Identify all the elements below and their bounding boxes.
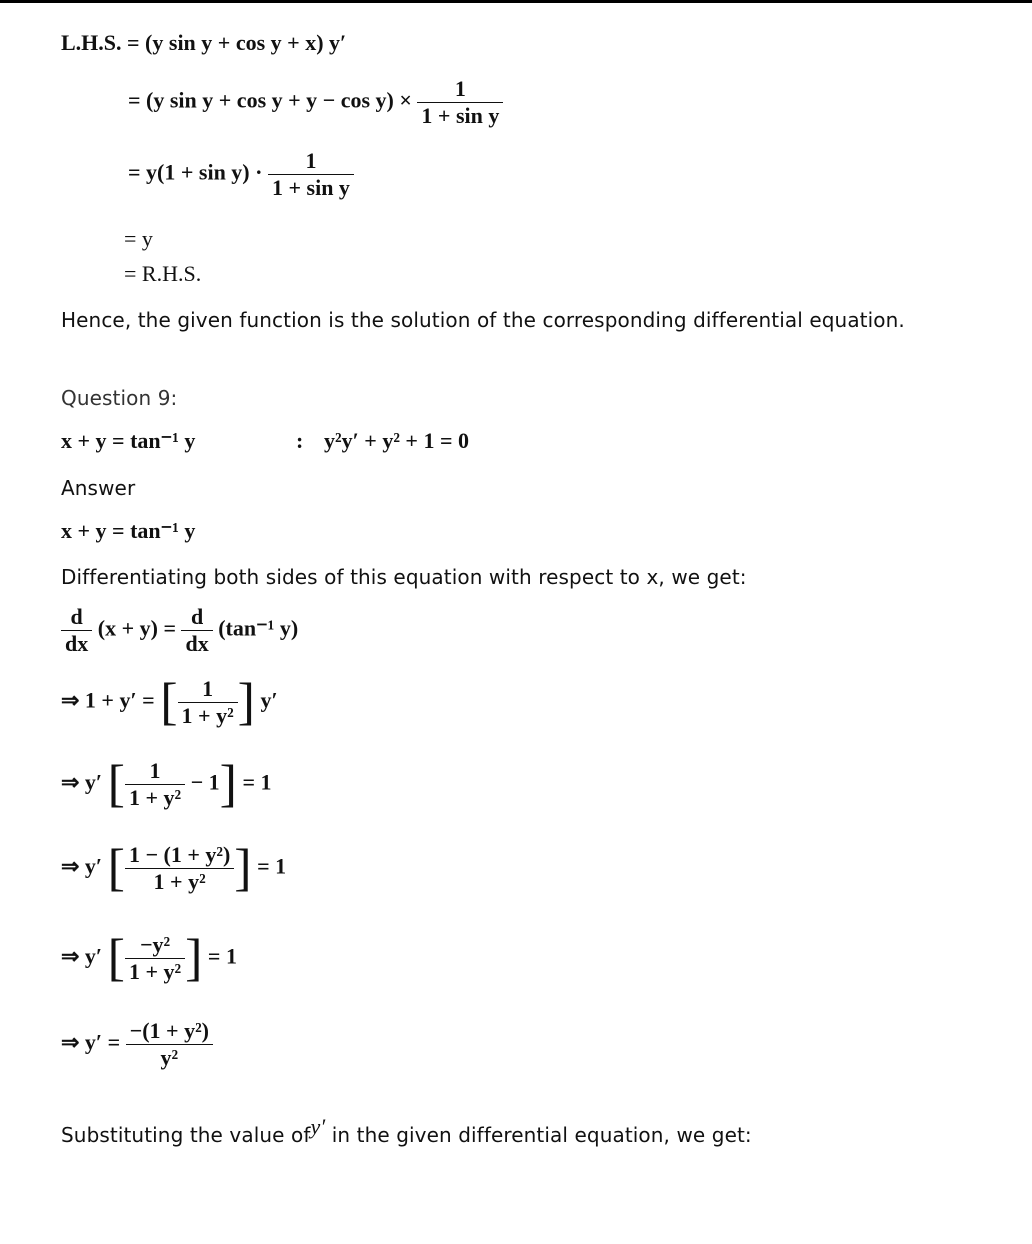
derivative-operator-left bbox=[61, 604, 92, 657]
step-4 bbox=[61, 839, 287, 897]
step-2-fraction bbox=[178, 676, 238, 729]
substitution-before: Substituting the value of bbox=[61, 1123, 311, 1147]
lhs-line: L.H.S. = (y sin y + cos y + x) y′ bbox=[61, 30, 347, 55]
d-numerator: d bbox=[190, 604, 204, 629]
fraction-denominator: 1 + y² bbox=[125, 868, 234, 895]
right-bracket: ] bbox=[219, 755, 237, 813]
question-function: x + y = tan⁻¹ y bbox=[61, 428, 196, 453]
step-3-left: ⇒ y′ bbox=[61, 769, 103, 795]
substitution-text bbox=[61, 1114, 752, 1148]
left-bracket: [ bbox=[107, 839, 125, 897]
step-5-right: = 1 bbox=[207, 943, 237, 969]
conclusion-text: Hence, the given function is the solution of the corresponding differential equation. bbox=[61, 308, 905, 332]
fraction-denominator: 1 + y² bbox=[178, 702, 238, 729]
fraction-numerator: 1 bbox=[202, 676, 214, 701]
fraction-numerator: −(1 + y²) bbox=[129, 1018, 209, 1043]
proof-line-3 bbox=[128, 148, 354, 201]
right-bracket: ] bbox=[234, 839, 252, 897]
fraction-denominator: 1 + y² bbox=[125, 958, 185, 985]
right-bracket: ] bbox=[237, 673, 255, 731]
substitution-after: in the given differential equation, we get: bbox=[331, 1123, 752, 1147]
step-4-fraction bbox=[125, 842, 234, 895]
step-6 bbox=[61, 1018, 213, 1071]
step-3 bbox=[61, 755, 272, 813]
dx-denominator: dx bbox=[61, 630, 92, 657]
proof-line-3-left: = y(1 + sin y) · bbox=[128, 159, 263, 185]
step-2-right: y′ bbox=[260, 687, 278, 713]
proof-line-2-fraction bbox=[417, 76, 503, 129]
proof-line-3-fraction bbox=[268, 148, 354, 201]
left-bracket: [ bbox=[107, 755, 125, 813]
step-2 bbox=[61, 673, 278, 731]
step-5 bbox=[61, 929, 237, 987]
step-3-fraction bbox=[125, 758, 185, 811]
answer-restated: x + y = tan⁻¹ y bbox=[61, 518, 196, 543]
step-6-left: ⇒ y′ = bbox=[61, 1029, 121, 1055]
d-numerator: d bbox=[70, 604, 83, 629]
fraction-denominator: 1 + y² bbox=[125, 784, 185, 811]
top-rule bbox=[0, 0, 1032, 3]
step-1 bbox=[61, 604, 298, 657]
step-3-right: = 1 bbox=[242, 769, 272, 795]
step-4-left: ⇒ y′ bbox=[61, 853, 103, 879]
fraction-numerator: 1 bbox=[305, 148, 317, 173]
question-separator: : bbox=[296, 428, 304, 453]
fraction-numerator: 1 − (1 + y²) bbox=[128, 842, 231, 867]
proof-line-2 bbox=[128, 76, 503, 129]
differentiating-text: Differentiating both sides of this equation with respect to x, we get: bbox=[61, 565, 747, 589]
fraction-numerator: 1 bbox=[454, 76, 466, 101]
proof-line-4: = y bbox=[124, 226, 153, 251]
fraction-numerator: 1 bbox=[149, 758, 161, 783]
proof-line-5: = R.H.S. bbox=[124, 261, 202, 286]
step-6-fraction bbox=[126, 1018, 213, 1071]
step-2-left: ⇒ 1 + y′ = bbox=[61, 687, 155, 713]
question-label: Question 9: bbox=[61, 386, 178, 410]
step-1-rhs: (tan⁻¹ y) bbox=[218, 615, 299, 641]
fraction-denominator: 1 + sin y bbox=[268, 174, 354, 201]
fraction-numerator: −y² bbox=[139, 932, 171, 957]
dx-denominator: dx bbox=[181, 630, 212, 657]
question-equation: y²y′ + y² + 1 = 0 bbox=[324, 428, 469, 453]
substitution-variable: y′ bbox=[310, 1114, 326, 1139]
step-5-left: ⇒ y′ bbox=[61, 943, 103, 969]
left-bracket: [ bbox=[160, 673, 178, 731]
answer-label: Answer bbox=[61, 476, 136, 500]
step-1-lhs: (x + y) = bbox=[97, 615, 176, 641]
step-3-mid: − 1 bbox=[190, 769, 220, 795]
fraction-denominator: y² bbox=[126, 1044, 213, 1071]
fraction-denominator: 1 + sin y bbox=[417, 102, 503, 129]
proof-line-2-left: = (y sin y + cos y + y − cos y) × bbox=[128, 87, 412, 113]
step-4-right: = 1 bbox=[257, 853, 287, 879]
left-bracket: [ bbox=[107, 929, 125, 987]
derivative-operator-right bbox=[181, 604, 212, 657]
step-5-fraction bbox=[125, 932, 185, 985]
right-bracket: ] bbox=[185, 929, 203, 987]
